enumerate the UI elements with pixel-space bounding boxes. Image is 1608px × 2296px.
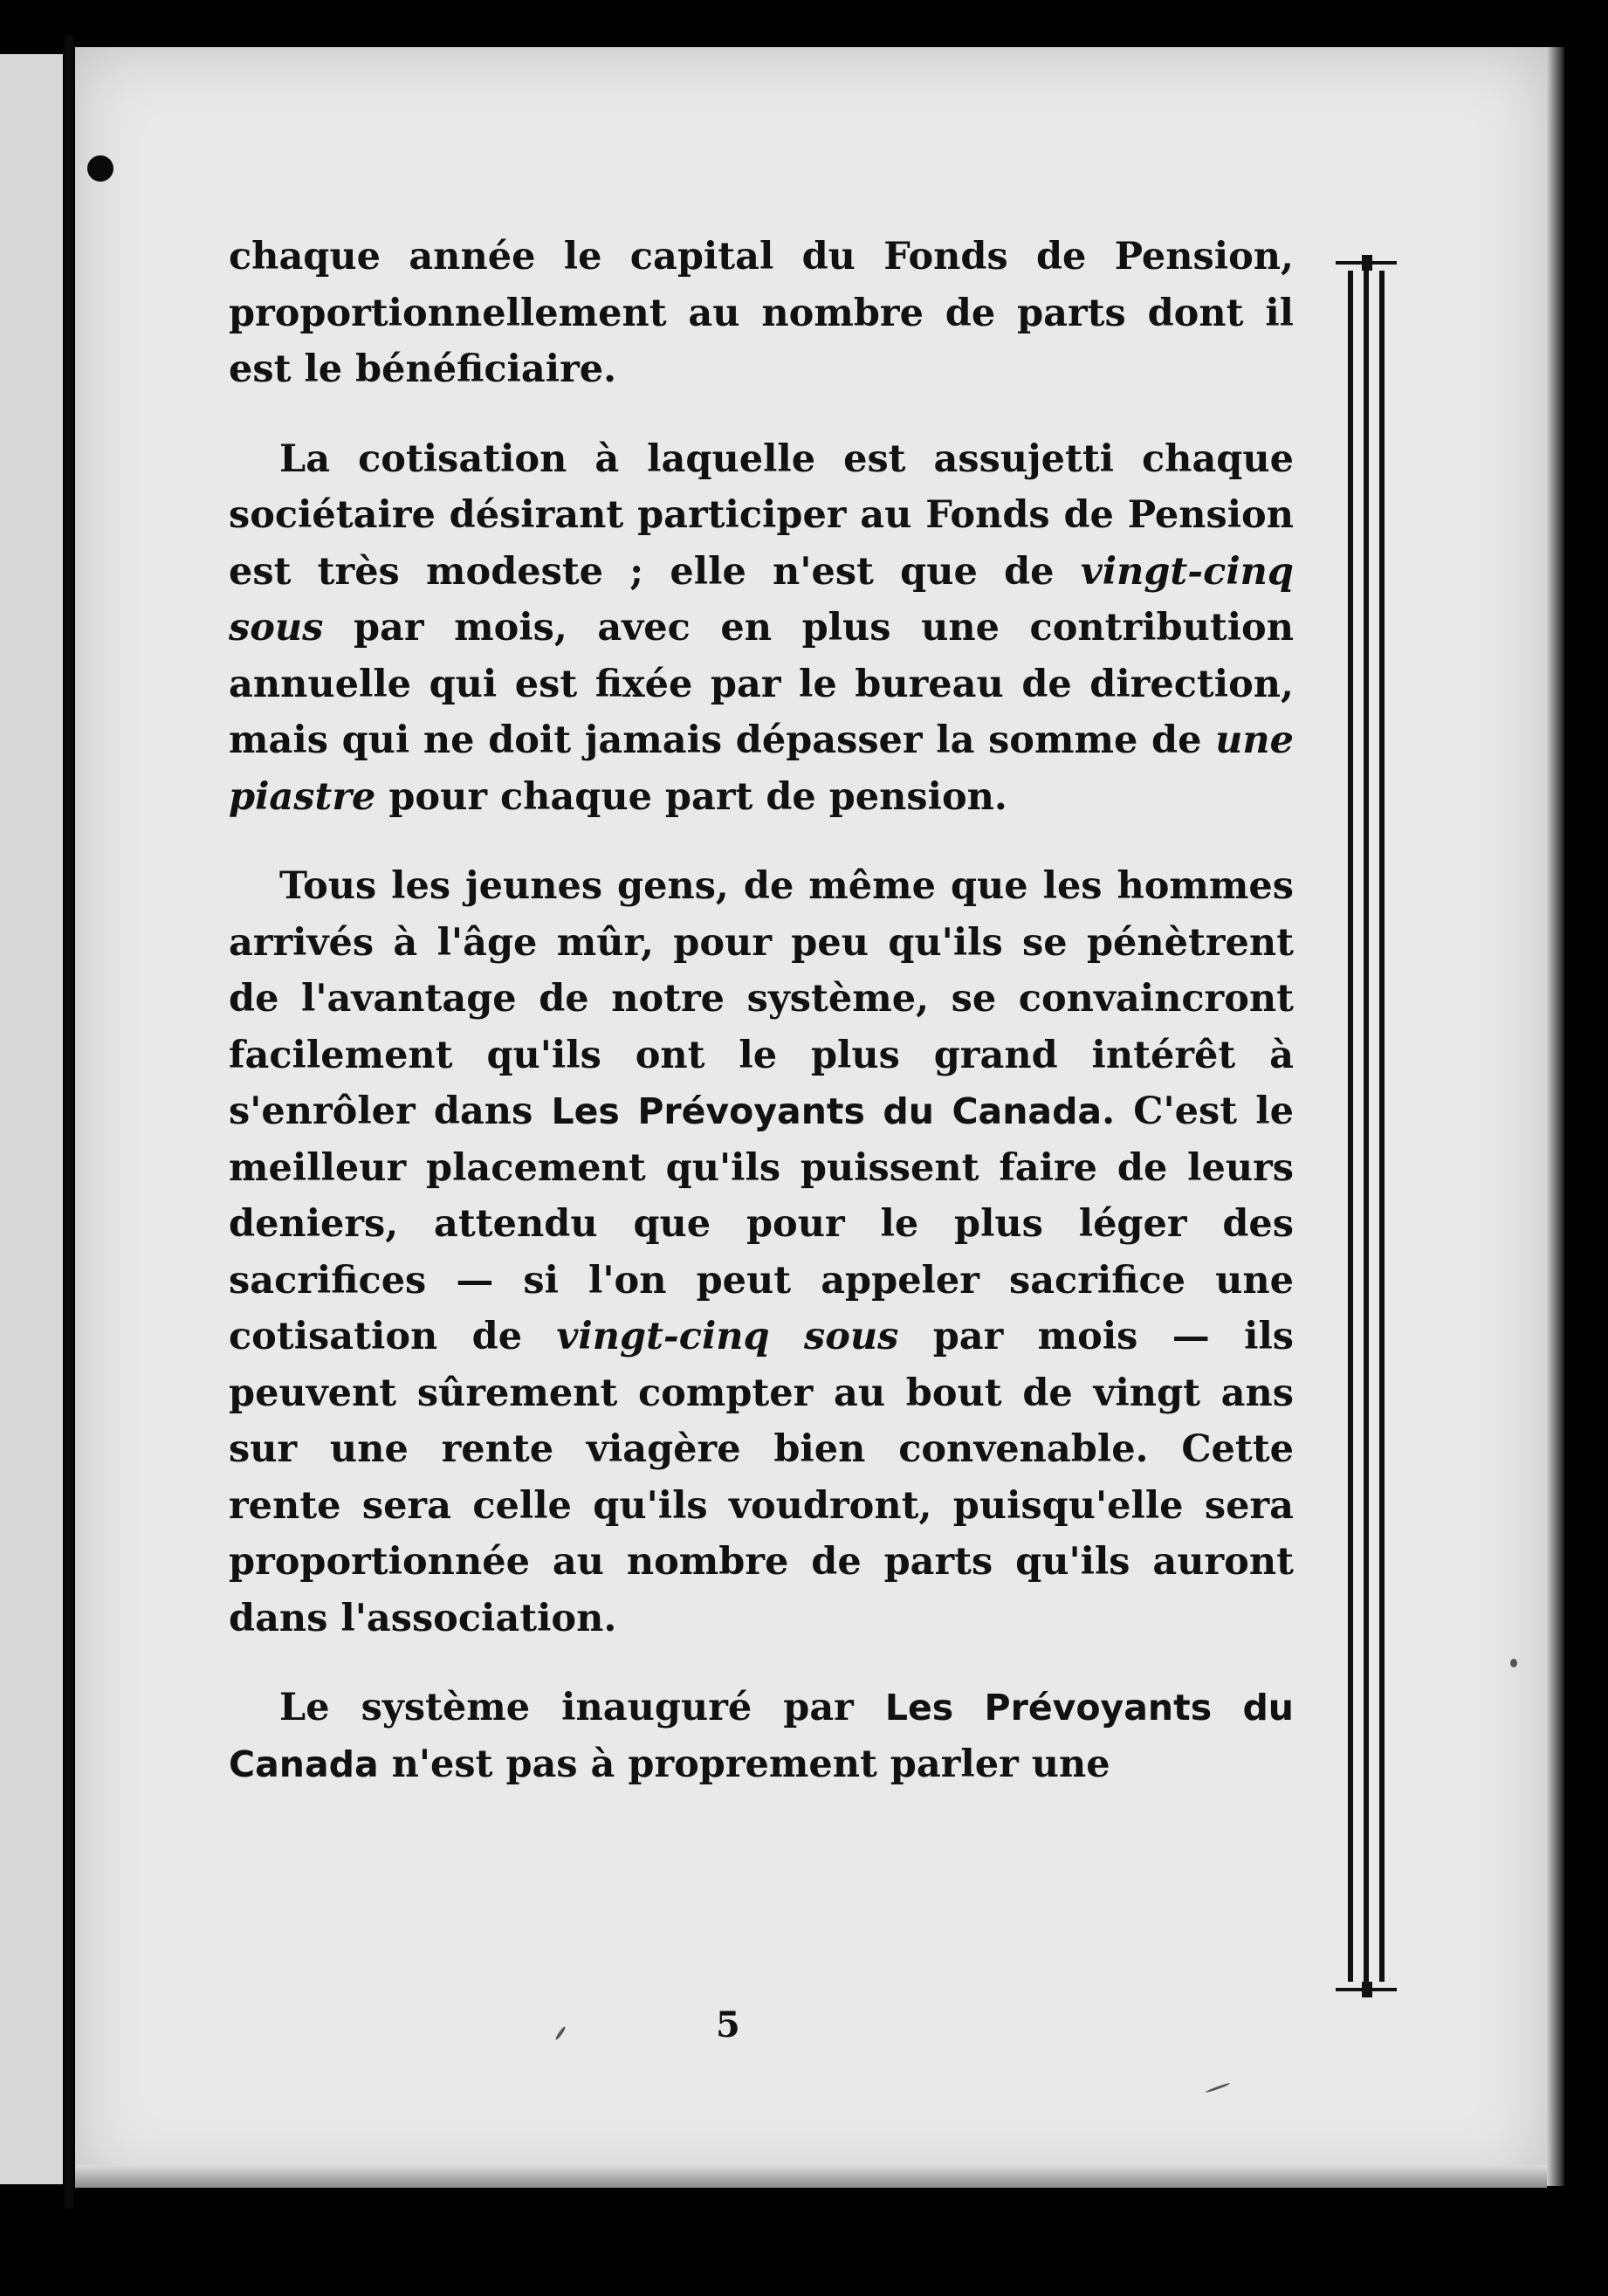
adjacent-page-edge	[0, 54, 63, 2184]
page-bottom-edge	[75, 2165, 1547, 2188]
text-run: par mois, avec en plus une contribution annuelle qui est fixée par le bureau de direction, mais qui ne doit jamais dépasser la somme de	[229, 606, 1294, 762]
brand-name-text: Les Prévoyants du Canada	[551, 1090, 1103, 1132]
body-text	[229, 229, 1294, 1825]
paragraph	[229, 431, 1294, 826]
text-run: pour chaque part de pension.	[375, 774, 1007, 819]
text-run: Le système inauguré par	[279, 1686, 885, 1729]
book-spine	[65, 35, 73, 2209]
rule-line	[1364, 271, 1369, 1982]
paragraph	[229, 1680, 1294, 1792]
page-edge-shadow	[1547, 47, 1564, 2186]
paragraph	[229, 229, 1294, 398]
rule-line	[1379, 271, 1385, 1982]
page-number: 5	[716, 2004, 740, 2045]
rule-line	[1348, 271, 1353, 1982]
text-run: La cotisation à laquelle est assujetti chaque sociétaire désirant participer au Fonds de Pension est très modeste ; elle n'est que de	[229, 437, 1294, 594]
text-run: n'est pas à proprement parler une	[378, 1742, 1110, 1786]
binding-hole-dot	[87, 155, 113, 182]
brand-name-text: Les Prévoyants du Canada	[229, 1687, 1294, 1785]
text-run: . C'est le meilleur placement qu'ils puissent faire de leurs deniers, attendu que pour le plus léger des sacrifices — si l'on peut appeler sacrifice une cotisation de	[229, 1090, 1294, 1358]
text-run: chaque année le capital du Fonds de Pension, proportionnellement au nombre de parts dont il est le bénéficiaire.	[229, 235, 1294, 391]
text-run: Tous les jeunes gens, de même que les hommes arrivés à l'âge mûr, pour peu qu'ils se pénètrent de l'avantage de notre système, se convaincront facilement qu'ils ont le plus grand intérêt à s'enrôler dans	[229, 864, 1294, 1133]
rule-ornament-top	[1336, 255, 1397, 271]
emphasis-text: une piastre	[229, 718, 1294, 819]
emphasis-text: vingt-cinq sous	[229, 549, 1294, 650]
paragraph	[229, 858, 1294, 1646]
text-run: par mois — ils peuvent sûrement compter au bout de vingt ans sur une rente viagère bien convenable. Cette rente sera celle qu'ils voudront, puisqu'elle sera proportionnée au nombre de parts qu'ils auront dans l'association.	[229, 1315, 1294, 1640]
scan-speck	[1510, 1659, 1517, 1667]
emphasis-text: vingt-cinq sous	[556, 1315, 899, 1358]
rule-ornament-bottom	[1336, 1982, 1397, 1997]
decorative-border-rule	[1327, 236, 1405, 2043]
